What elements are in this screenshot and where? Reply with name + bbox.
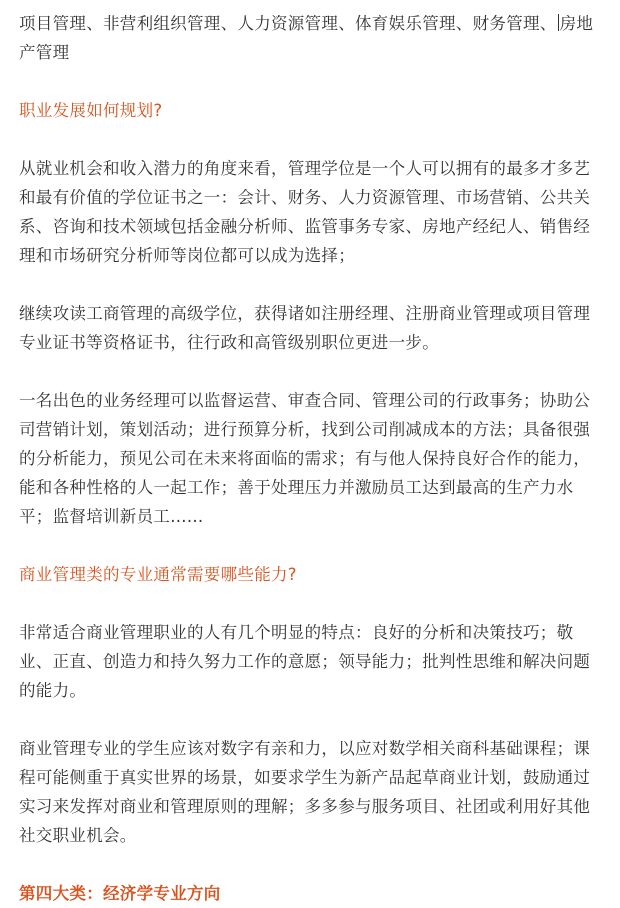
spacer bbox=[19, 67, 605, 96]
spacer bbox=[19, 531, 605, 560]
intro-text-part-b: 房地产管理 bbox=[19, 14, 594, 62]
spacer bbox=[19, 125, 605, 154]
paragraph-advanced-degree: 继续攻读工商管理的高级学位，获得诸如注册经理、注册商业管理或项目管理专业证书等资格证书，往行政和高管级别职位更进一步。 bbox=[19, 304, 591, 352]
spacer bbox=[19, 357, 605, 386]
intro-paragraph bbox=[19, 9, 605, 67]
intro-text-part-a: 项目管理、非营利组织管理、人力资源管理、体育娱乐管理、财务管理、 bbox=[19, 14, 557, 33]
text-cursor bbox=[558, 14, 559, 31]
paragraph-traits: 非常适合商业管理职业的人有几个明显的特点：良好的分析和决策技巧；敬业、正直、创造力和持久努力工作的意愿；领导能力；批判性思维和解决问题的能力。 bbox=[19, 623, 591, 700]
spacer bbox=[19, 589, 605, 618]
section-heading-career-planning: 职业发展如何规划? bbox=[19, 101, 163, 120]
section-heading-required-abilities: 商业管理类的专业通常需要哪些能力? bbox=[19, 565, 297, 584]
spacer bbox=[19, 705, 605, 734]
paragraph-student-advice: 商业管理专业的学生应该对数字有亲和力，以应对数学相关商科基础课程；课程可能侧重于真实世界的场景，如要求学生为新产品起草商业计划，鼓励通过实习来发挥对商业和管理原则的理解；多多参与服务项目、社团或利用好其他社交职业机会。 bbox=[19, 739, 591, 845]
section-heading-economics: 第四大类：经济学专业方向 bbox=[19, 884, 221, 903]
paragraph-career-options: 从就业机会和收入潜力的角度来看，管理学位是一个人可以拥有的最多才多艺和最有价值的学位证书之一：会计、财务、人力资源管理、市场营销、公共关系、咨询和技术领域包括金融分析师、监管事务专家、房地产经纪人、销售经理和市场研究分析师等岗位都可以成为选择； bbox=[19, 159, 591, 265]
spacer bbox=[19, 850, 605, 879]
paragraph-business-manager: 一名出色的业务经理可以监督运营、审查合同、管理公司的行政事务；协助公司营销计划，策划活动；进行预算分析，找到公司削减成本的方法；具备很强的分析能力，预见公司在未来将面临的需求；有与他人保持良好合作的能力，能和各种性格的人一起工作；善于处理压力并激励员工达到最高的生产力水平；监督培训新员工...... bbox=[19, 391, 591, 526]
article-body bbox=[19, 9, 605, 908]
spacer bbox=[19, 270, 605, 299]
